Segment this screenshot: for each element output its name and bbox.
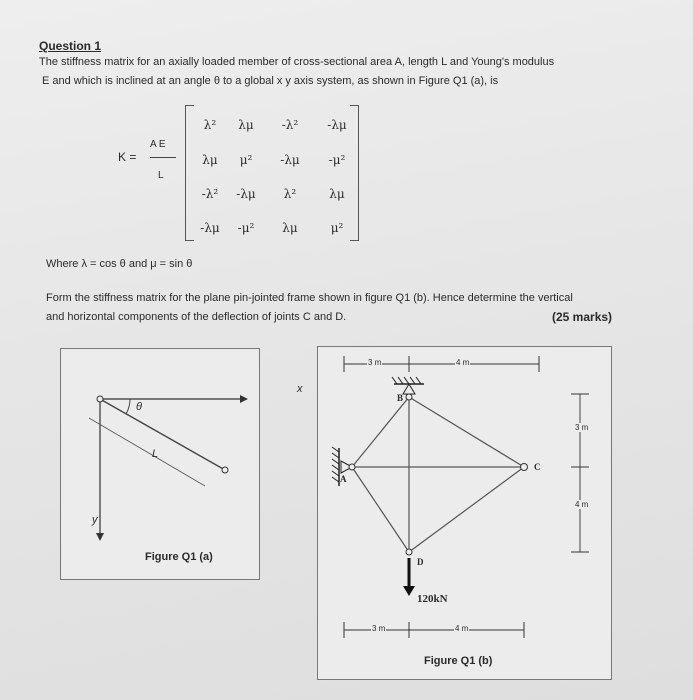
member-ab [352,397,409,467]
right-dim-bottom-label: 4 m [575,500,589,509]
x-axis-arrow-icon [240,395,248,403]
figure-b-caption: Figure Q1 (b) [424,655,493,667]
marks-label: (25 marks) [552,310,613,324]
matrix-cell-r3c1: -λ² [201,187,219,201]
x-axis-label: x [297,383,303,395]
fraction-denominator: L [158,170,164,181]
task-line-2: and horizontal components of the deflection of joints C and D. [46,311,347,323]
member-bc [409,397,524,467]
support-b-triangle [403,384,415,394]
matrix-cell-r4c3: λμ [282,221,298,235]
member-line [100,399,225,470]
matrix-cell-r2c3: -λμ [280,153,300,167]
support-a-hatch [332,447,339,482]
node-d-label: D [417,557,424,567]
matrix-cell-r1c3: -λ² [281,118,299,132]
matrix-cell-r1c2: λμ [238,118,254,132]
k-label: K = [118,150,137,164]
matrix-cell-r3c4: λμ [329,187,345,201]
member-ad [352,467,409,552]
node-b-label: B [397,393,404,403]
length-label: L [152,448,159,460]
question-title: Question 1 [39,39,102,53]
joint-b [406,394,412,400]
matrix-cell-r3c2: -λμ [236,187,256,201]
y-axis-label: y [92,514,98,526]
y-axis-arrow-icon [96,533,104,541]
matrix-cell-r2c4: -μ² [328,153,346,167]
matrix-cell-r4c1: -λμ [200,221,220,235]
member-end-node [222,467,228,473]
matrix-cell-r3c3: λ² [283,187,297,201]
matrix-cell-r2c2: μ² [239,153,253,167]
figure-a-caption: Figure Q1 (a) [145,551,213,563]
top-dim-left-label: 3 m [368,358,382,367]
fraction-bar [150,157,176,158]
right-dim-top-label: 3 m [575,423,589,432]
angle-label: θ [136,401,142,413]
load-label: 120kN [417,593,448,605]
matrix-cell-r1c4: -λμ [327,118,347,132]
bottom-dim-right-label: 4 m [455,624,469,633]
member-start-node [97,396,103,402]
member-cd [409,467,524,552]
bottom-dim-left-label: 3 m [372,624,386,633]
load-arrow-icon [403,586,415,596]
top-dim-right-label: 4 m [456,358,470,367]
where-definition: Where λ = cos θ and μ = sin θ [46,258,193,270]
intro-line-2: E and which is inclined at an angle θ to a global x y axis system, as shown in Figure Q1 (a), is [42,75,499,87]
angle-arc [126,399,130,414]
node-c-label: C [534,462,541,472]
task-line-1: Form the stiffness matrix for the plane pin-jointed frame shown in figure Q1 (b). Hence determine the vertical [46,292,573,304]
matrix-cell-r4c4: μ² [330,221,344,235]
joint-d [406,549,412,555]
figure-a-diagram [60,348,260,580]
matrix-cell-r1c1: λ² [203,118,217,132]
fraction-numerator: A E [150,139,166,150]
support-b-hatch [392,377,421,384]
joint-c [521,464,528,471]
joint-a [349,464,355,470]
node-a-label: A [340,474,347,484]
matrix-cell-r4c2: -μ² [237,221,255,235]
intro-line-1: The stiffness matrix for an axially loaded member of cross-sectional area A, length L and Young's modulus [39,56,555,68]
matrix-cell-r2c1: λμ [202,153,218,167]
length-dimension-line [89,418,205,486]
